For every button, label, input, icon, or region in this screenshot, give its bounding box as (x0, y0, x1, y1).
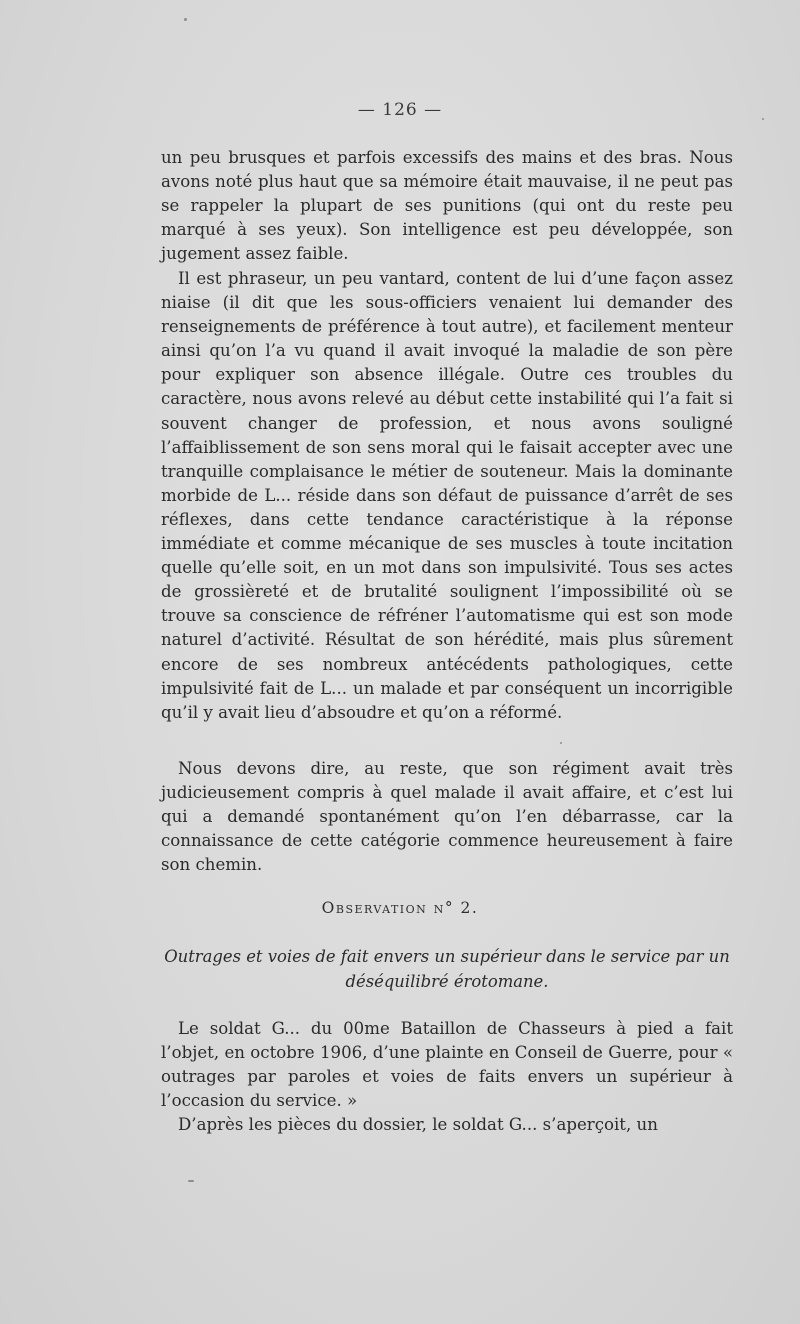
observation-subtitle: Outrages et voies de fait envers un supérieur dans le service par un déséquilibré érotomane. (164, 947, 730, 991)
paragraph-text: Le soldat G... du 00me Bataillon de Chasseurs à pied a fait l’objet, en octobre 1906, d’une plainte en Conseil de Guerre, pour « outrages par paroles et voies de faits envers un supérieur à l’occasion du service. » (161, 1019, 733, 1111)
paper-speck (188, 1180, 194, 1182)
paragraph (161, 1113, 733, 1137)
page-number: — 126 — (357, 100, 443, 120)
paragraph: un peu brusques et parfois excessifs des mains et des bras. Nous avons noté plus haut que sa mémoire était mauvaise, il ne peut pas se rappeler la plupart de ses punitions (qui ont du reste peu marqué à ses yeux). Son intelligence est peu développée, son jugement assez faible. (161, 148, 733, 264)
paragraph-text: Il est phraseur, un peu vantard, content de lui d’une façon assez niaise (il dit que les sous-officiers venaient lui demander des renseignements de préférence à tout autre), et facilement menteur ainsi qu’on l’a vu quand il avait invoqué la maladie de son père pour expliquer son absence illégale. Outre ces troubles du caractère, nous avons relevé au début cette instabilité qui l’a fait si souvent changer de profession, et nous avons souligné l’affaiblissement de son sens moral qui le faisait accepter avec une tranquille complaisance le métier de souteneur. Mais la dominante morbide de L... réside dans son défaut de puissance d’arrêt de ses réflexes, dans cette tendance caractéristique à la réponse immédiate et comme mécanique de ses muscles à toute incitation quelle qu’elle soit, en un mot dans son impulsivité. Tous ses actes de grossièreté et de brutalité soulignent l’impossibilité où se trouve sa conscience de réfréner l’automatisme qui est son mode naturel d’activité. Résultat de son hérédité, mais plus sûrement encore de ses nombreux antécédents pathologiques, cette impulsivité fait de L... un malade et par conséquent un incorrigible qu’il y avait lieu d’absoudre et qu’on a réformé. (161, 269, 733, 722)
observation-heading: Observation n° 2. (321, 899, 479, 917)
paragraph-text: D’après les pièces du dossier, le soldat G... s’aperçoit, un (178, 1115, 658, 1134)
paper-speck (184, 18, 187, 21)
paragraph (161, 757, 733, 877)
paragraph-text: Nous devons dire, au reste, que son régiment avait très judicieusement compris à quel malade il avait affaire, et c’est lui qui a demandé spontanément qu’on l’en débarrasse, car la connaissance de cette catégorie commence heureusement à faire son chemin. (161, 759, 733, 875)
paragraph (161, 1017, 733, 1113)
paper-speck (560, 742, 562, 744)
paper-speck (762, 118, 764, 120)
paragraph (161, 267, 733, 725)
